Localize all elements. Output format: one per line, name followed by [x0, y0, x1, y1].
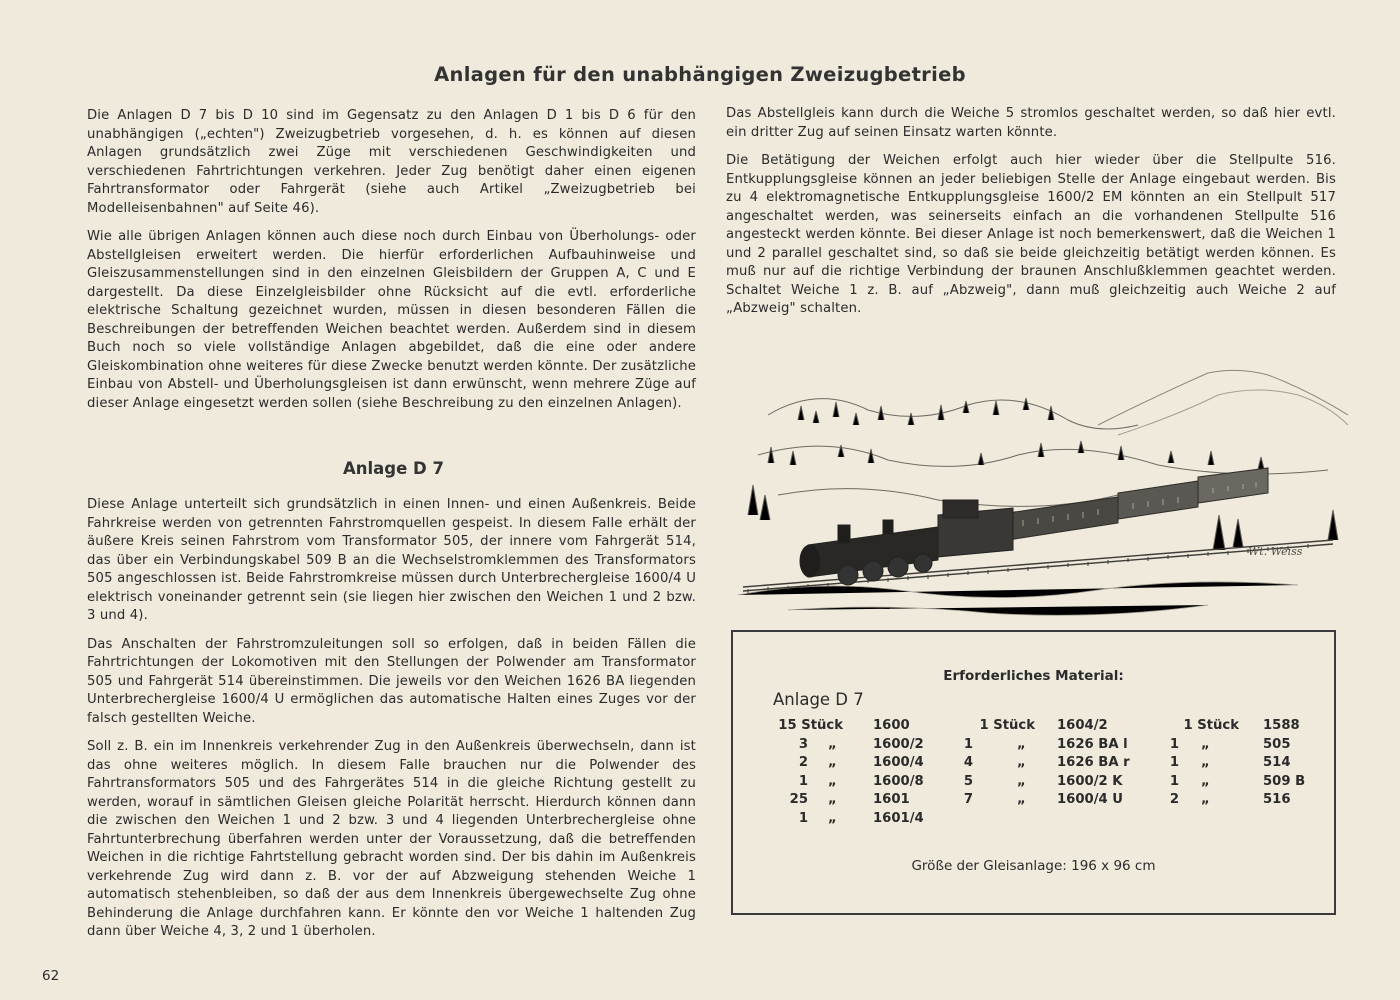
ditto-mark: „: [1017, 773, 1026, 789]
material-row: [965, 718, 1145, 737]
material-qty: 1 Stück: [979, 718, 1035, 733]
material-row: [965, 774, 1145, 793]
material-qty: 1: [798, 773, 808, 789]
intro-paragraph-2: Wie alle übrigen Anlagen können auch diese noch durch Einbau von Überholungs- oder Abstellgleisen erweitert werden. Die hierfür erforderlichen Aufbauhinweise und Gleiszusammenstellungen sind in den einzelnen Gleisbildern der Gruppen A, C und E dargestellt. Da diese Einzelgleisbilder ohne Rücksicht auf die evtl. erforderliche elektrische Schaltung gezeichnet wurden, müssen in diesen besonderen Fällen die Beschreibungen der betreffenden Weichen beachtet werden. Außerdem sind in diesem Buch noch so viele vollständige Anlagen abgebildet, daß die eine oder andere Gleiskombination ohne weiteres für diese Zwecke benutzt werden könnte. Der zusätzliche Einbau von Abstell- und Überholungsgleisen ist dann erwünscht, wenn mehrere Züge auf dieser Anlage eingesetzt werden sollen (siehe Beschreibung zu den einzelnen Anlagen).: [87, 229, 696, 411]
material-part: 1601: [873, 792, 910, 807]
material-layout-name: Anlage D 7: [773, 690, 864, 709]
material-row: [1171, 792, 1331, 811]
right-column: [726, 105, 1336, 329]
material-qty: 3: [798, 736, 808, 752]
material-part: 1600/2: [873, 736, 924, 752]
material-row: [773, 755, 953, 774]
material-qty: 1: [1169, 773, 1179, 789]
material-heading: Erforderliches Material:: [943, 668, 1124, 684]
material-row: [1171, 718, 1331, 737]
material-part: 516: [1263, 792, 1291, 807]
ditto-mark: „: [1201, 792, 1210, 807]
page-title: Anlagen für den unabhängigen Zweizugbetrieb: [434, 63, 966, 86]
material-row: [965, 792, 1145, 811]
material-part: 1600/4: [873, 755, 924, 770]
ditto-mark: „: [828, 773, 837, 789]
right-paragraph-1: Das Abstellgleis kann durch die Weiche 5 stromlos geschaltet werden, so daß hier evtl. ein dritter Zug auf seinen Einsatz warten könnte.: [726, 106, 1336, 140]
ditto-mark: „: [828, 810, 837, 826]
material-qty: 1 Stück: [1183, 718, 1239, 733]
material-row: [773, 811, 953, 830]
material-column-3: [1171, 718, 1331, 811]
left-column: [87, 107, 696, 952]
material-box: [731, 630, 1336, 915]
material-row: [773, 792, 953, 811]
section-heading-anlage-d7: Anlage D 7: [343, 459, 444, 478]
material-row: [965, 755, 1145, 774]
train-landscape-illustration: [738, 365, 1348, 625]
material-qty: 2: [798, 755, 808, 770]
material-part: 1600/4 U: [1057, 792, 1123, 807]
material-part: 1604/2: [1057, 718, 1108, 733]
material-row: [1171, 755, 1331, 774]
material-row: [1171, 737, 1331, 756]
material-qty: 1: [1169, 755, 1179, 770]
material-column-1: [773, 718, 953, 829]
ditto-mark: „: [828, 792, 837, 807]
material-part: 1600: [873, 718, 910, 733]
ditto-mark: „: [828, 755, 837, 770]
ditto-mark: „: [1017, 755, 1026, 770]
material-part: 514: [1263, 755, 1291, 770]
material-qty: 5: [963, 773, 973, 789]
page-number: 62: [42, 968, 60, 984]
material-row: [1171, 774, 1331, 793]
material-row: [773, 718, 953, 737]
material-qty: 2: [1169, 792, 1179, 807]
material-row: [965, 737, 1145, 756]
track-layout-size: Größe der Gleisanlage: 196 x 96 cm: [911, 858, 1156, 874]
material-qty: 4: [963, 755, 973, 770]
material-qty: 1: [963, 736, 973, 752]
ditto-mark: „: [1017, 792, 1026, 807]
material-qty: 1: [1169, 736, 1179, 752]
ditto-mark: „: [828, 736, 837, 752]
right-paragraph-2: Die Betätigung der Weichen erfolgt auch hier wieder über die Stellpulte 516. Entkupplungsgleise können an jeder beliebigen Stelle der Anlage eingebaut werden. Bis zu 4 elektromagnetische Entkupplungsgleise 1600/2 EM könnten an ein Stellpult 517 angeschaltet werden, was seinerseits einfach an die vorhandenen Stellpulte 516 angesteckt werden könnte. Bei dieser Anlage ist noch bemerkenswert, daß die Weichen 1 und 2 parallel geschaltet sind, so daß sie beide gleichzeitig betätigt werden können. Es muß nur auf die richtige Verbindung der braunen Anschlußklemmen geachtet werden. Schaltet Weiche 1 z. B. auf „Abzweig", dann muß gleichzeitig auch Weiche 2 auf „Abzweig" schalten.: [726, 153, 1336, 316]
section-paragraph-3: Soll z. B. ein im Innenkreis verkehrender Zug in den Außenkreis überwechseln, dann ist das ohne weiteres möglich. In diesem Falle brauchen nur die Polwender des Fahrtransformators 505 und des Fahrgerätes 514 in die gleiche Richtung gestellt zu werden, worauf in sämtlichen Gleisen gleiche Polarität herrscht. Hierdurch können dann die zwischen den Weichen 1 und 2 bzw. 3 und 4 liegenden Unterbrechergleise ohne Fahrtunterbrechung überfahren werden unter der Voraussetzung, daß die betreffenden Weichen in die richtige Fahrtstellung gebracht worden sind. Der bis dahin im Außenkreis verkehrende Zug wird dann z. B. vor der auf Abzweigung stehenden Weiche 1 automatisch stehenbleiben, so daß der aus dem Innenkreis übergewechselte Zug ohne Behinderung die Anlage durchfahren kann. Er könnte den vor Weiche 1 haltenden Zug dann über Weiche 4, 3, 2 und 1 überholen.: [87, 739, 696, 939]
ditto-mark: „: [1201, 773, 1210, 789]
material-column-2: [965, 718, 1145, 811]
intro-paragraph-1: Die Anlagen D 7 bis D 10 sind im Gegensatz zu den Anlagen D 1 bis D 6 für den unabhängigen („echten") Zweizugbetrieb vorgesehen, d. h. es können auf diesen Anlagen grundsätzlich zwei Züge mit verschiedenen Geschwindigkeiten und verschiedenen Fahrtrichtungen verkehren. Jeder Zug benötigt daher einen eigenen Fahrtransformator oder Fahrgerät (siehe auch Artikel „Zweizugbetrieb bei Modelleisenbahnen" auf Seite 46).: [87, 108, 696, 216]
material-part: 1588: [1263, 718, 1300, 733]
material-qty: 7: [963, 792, 973, 807]
ditto-mark: „: [1201, 736, 1210, 752]
material-part: 1626 BA l: [1057, 736, 1128, 752]
material-part: 1626 BA r: [1057, 755, 1130, 770]
ditto-mark: „: [1201, 755, 1210, 770]
section-paragraph-1: Diese Anlage unterteilt sich grundsätzlich in einen Innen- und einen Außenkreis. Beide Fahrkreise werden von getrennten Fahrstromquellen gespeist. In diesem Falle erhält der äußere Kreis seinen Fahrstrom vom Transformator 505, der innere vom Fahrgerät 514, das über ein Verbindungskabel 509 B an die Wechselstromklemmen des Transformators 505 angeschlossen ist. Beide Fahrstromkreise müssen durch Unterbrechergleise 1600/4 U elektrisch voneinander getrennt sein (sie liegen hier zwischen den Weichen 1 und 2 bzw. 3 und 4).: [87, 497, 696, 623]
material-qty: 1: [798, 810, 808, 826]
material-qty: 25: [789, 792, 808, 807]
material-part: 509 B: [1263, 773, 1306, 789]
material-part: 1600/8: [873, 773, 924, 789]
material-part: 505: [1263, 736, 1291, 752]
material-row: [773, 737, 953, 756]
material-qty: 15 Stück: [778, 718, 843, 733]
material-part: 1601/4: [873, 810, 924, 826]
illustration-signature: Wt. Weiss: [1248, 545, 1303, 558]
material-part: 1600/2 K: [1057, 773, 1123, 789]
section-paragraph-2: Das Anschalten der Fahrstromzuleitungen soll so erfolgen, daß in beiden Fällen die Fahrtrichtungen der Lokomotiven mit den Stellungen der Polwender am Transformator 505 und Fahrgerät 514 übereinstimmen. Die jeweils vor den Weichen 1626 BA liegenden Unterbrechergleise 1600/4 U ermöglichen das automatische Halten eines Zuges vor der falsch gestellten Weiche.: [87, 636, 696, 726]
ditto-mark: „: [1017, 736, 1026, 752]
material-row: [773, 774, 953, 793]
